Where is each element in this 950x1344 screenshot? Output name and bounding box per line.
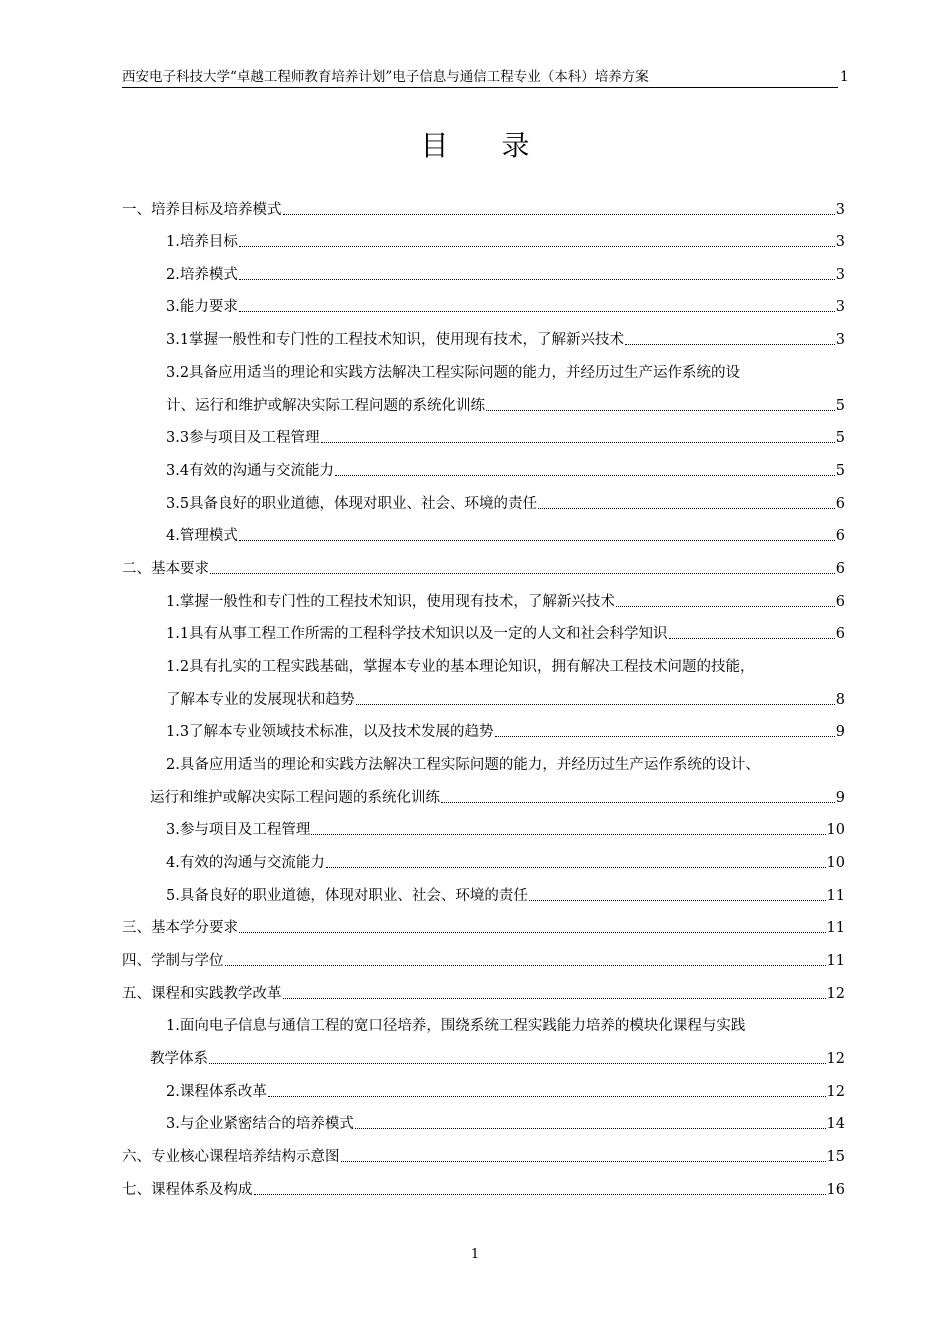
toc-entry[interactable] [166, 494, 845, 514]
toc-leader-dots [326, 867, 826, 868]
toc-entry-page: 3 [835, 234, 845, 250]
toc-entry[interactable] [122, 1147, 845, 1167]
toc-entry-title: 1.1具有从事工程工作所需的工程科学技术知识以及一定的人文和社会科学知识 [166, 626, 668, 642]
toc-leader-dots [239, 311, 835, 312]
toc-entry-page: 6 [835, 594, 845, 610]
toc-entry[interactable] [150, 1049, 845, 1069]
toc-entry-line1: 1.面向电子信息与通信工程的宽口径培养，围绕系统工程实践能力培养的模块化课程与实践 [166, 1018, 746, 1034]
toc-entry-page: 11 [826, 920, 845, 936]
toc-entry-line1: 1.2具有扎实的工程实践基础，掌握本专业的基本理论知识，拥有解决工程技术问题的技能， [166, 659, 755, 675]
header-text: 西安电子科技大学“卓越工程师教育培养计划”电子信息与通信工程专业（本科）培养方案 [122, 69, 649, 85]
toc-entry-title: 4.管理模式 [166, 528, 238, 544]
toc-entry-page: 11 [826, 888, 845, 904]
toc-entry-page: 9 [835, 724, 845, 740]
toc-entry[interactable] [166, 1082, 845, 1102]
toc-leader-dots [355, 1128, 826, 1129]
toc-leader-dots [486, 410, 835, 411]
toc-leader-dots [283, 998, 826, 999]
toc-entry[interactable] [166, 820, 845, 840]
toc-entry-title: 4.有效的沟通与交流能力 [166, 855, 325, 871]
toc-entry[interactable] [166, 526, 845, 546]
toc-entry-page: 11 [826, 953, 845, 969]
toc-entry-title: 1.3了解本专业领域技术标准，以及技术发展的趋势 [166, 724, 494, 740]
toc-entry-title: 3.能力要求 [166, 299, 238, 315]
toc-entry-title: 3.参与项目及工程管理 [166, 822, 311, 838]
toc-entry-title: 5.具备良好的职业道德，体现对职业、社会、环境的责任 [166, 888, 528, 904]
toc-leader-dots [239, 279, 835, 280]
page-title: 目 录 [420, 129, 552, 162]
toc-entry-title: 教学体系 [150, 1051, 208, 1067]
toc-entry[interactable] [122, 918, 845, 938]
toc-leader-dots [210, 573, 835, 574]
toc-entry-title: 3.3参与项目及工程管理 [166, 430, 320, 446]
toc-entry-page: 12 [826, 986, 845, 1002]
toc-entry[interactable] [150, 788, 845, 808]
toc-entry-title: 3.4有效的沟通与交流能力 [166, 463, 335, 479]
toc-entry-title: 四、学制与学位 [122, 953, 224, 969]
toc-entry[interactable] [166, 853, 845, 873]
toc-entry-title: 二、基本要求 [122, 561, 209, 577]
toc-entry-page: 6 [835, 496, 845, 512]
toc-entry-page: 10 [826, 822, 845, 838]
footer-page-number: 1 [470, 1247, 480, 1262]
toc-entry[interactable] [166, 592, 845, 612]
toc-entry[interactable] [166, 232, 845, 252]
toc-leader-dots [495, 736, 835, 737]
toc-entry[interactable] [122, 200, 845, 220]
toc-entry-title: 3.1掌握一般性和专门性的工程技术知识，使用现有技术，了解新兴技术 [166, 332, 625, 348]
toc-leader-dots [239, 540, 835, 541]
toc-entry-title: 了解本专业的发展现状和趋势 [166, 692, 355, 708]
toc-entry-title: 1.培养目标 [166, 234, 238, 250]
toc-entry[interactable] [122, 984, 845, 1004]
toc-leader-dots [335, 475, 835, 476]
toc-entry-page: 3 [835, 332, 845, 348]
toc-entry-title: 七、课程体系及构成 [122, 1182, 253, 1198]
toc-leader-dots [209, 1063, 826, 1064]
toc-entry[interactable] [166, 690, 845, 710]
toc-entry[interactable] [122, 1180, 845, 1200]
toc-entry-page: 15 [826, 1149, 845, 1165]
header-page-number: 1 [840, 69, 849, 85]
toc-entry[interactable] [166, 461, 845, 481]
toc-leader-dots [283, 214, 835, 215]
toc-entry-title: 六、专业核心课程培养结构示意图 [122, 1149, 340, 1165]
toc-entry[interactable] [166, 265, 845, 285]
toc-entry-title: 3.与企业紧密结合的培养模式 [166, 1116, 354, 1132]
running-header [122, 67, 838, 88]
toc-leader-dots [311, 834, 825, 835]
toc-entry[interactable] [166, 396, 845, 416]
toc-leader-dots [268, 1096, 826, 1097]
toc-entry-page: 12 [826, 1051, 845, 1067]
toc-entry-title: 五、课程和实践教学改革 [122, 986, 282, 1002]
toc-entry[interactable] [166, 330, 845, 350]
toc-entry[interactable] [122, 559, 845, 579]
toc-entry[interactable] [166, 624, 845, 644]
toc-leader-dots [356, 704, 835, 705]
toc-entry-page: 6 [835, 528, 845, 544]
toc-entry-page: 5 [835, 398, 845, 414]
toc-leader-dots [239, 932, 826, 933]
toc-entry-page: 6 [835, 561, 845, 577]
toc-entry-page: 5 [835, 463, 845, 479]
toc-entry-page: 8 [835, 692, 845, 708]
toc-entry-title: 运行和维护或解决实际工程问题的系统化训练 [150, 790, 440, 806]
toc-entry-line1: 2.具备应用适当的理论和实践方法解决工程实际问题的能力，并经历过生产运作系统的设计、 [166, 757, 760, 773]
toc-entry-page: 16 [826, 1182, 845, 1198]
toc-entry-line1: 3.2具备应用适当的理论和实践方法解决工程实际问题的能力，并经历过生产运作系统的设 [166, 365, 741, 381]
toc-entry[interactable] [166, 297, 845, 317]
toc-entry[interactable] [122, 951, 845, 971]
toc-entry-title: 三、基本学分要求 [122, 920, 238, 936]
toc-entry-page: 5 [835, 430, 845, 446]
toc-entry-title: 2.课程体系改革 [166, 1084, 267, 1100]
toc-leader-dots [441, 802, 835, 803]
toc-entry-title: 1.掌握一般性和专门性的工程技术知识，使用现有技术，了解新兴技术 [166, 594, 615, 610]
toc-leader-dots [341, 1161, 826, 1162]
toc-entry-title: 一、培养目标及培养模式 [122, 202, 282, 218]
toc-entry-page: 9 [835, 790, 845, 806]
toc-leader-dots [321, 442, 835, 443]
toc-leader-dots [669, 638, 835, 639]
toc-entry-page: 3 [835, 299, 845, 315]
toc-entry-title: 3.5具备良好的职业道德，体现对职业、社会、环境的责任 [166, 496, 538, 512]
toc-leader-dots [239, 246, 835, 247]
toc-entry-title: 2.培养模式 [166, 267, 238, 283]
toc-entry-page: 3 [835, 267, 845, 283]
toc-leader-dots [625, 344, 835, 345]
toc-entry[interactable] [166, 1114, 845, 1134]
toc-entry-page: 14 [826, 1116, 845, 1132]
toc-entry-page: 3 [835, 202, 845, 218]
toc-entry-page: 12 [826, 1084, 845, 1100]
toc-entry[interactable] [166, 428, 845, 448]
toc-entry-title: 计、运行和维护或解决实际工程问题的系统化训练 [166, 398, 485, 414]
toc-leader-dots [538, 508, 835, 509]
toc-entry-page: 6 [835, 626, 845, 642]
toc-entry[interactable] [166, 886, 845, 906]
toc-entry-page: 10 [826, 855, 845, 871]
toc-leader-dots [616, 606, 835, 607]
toc-leader-dots [529, 900, 826, 901]
toc-leader-dots [254, 1194, 826, 1195]
toc-entry[interactable] [166, 722, 845, 742]
toc-leader-dots [225, 965, 826, 966]
